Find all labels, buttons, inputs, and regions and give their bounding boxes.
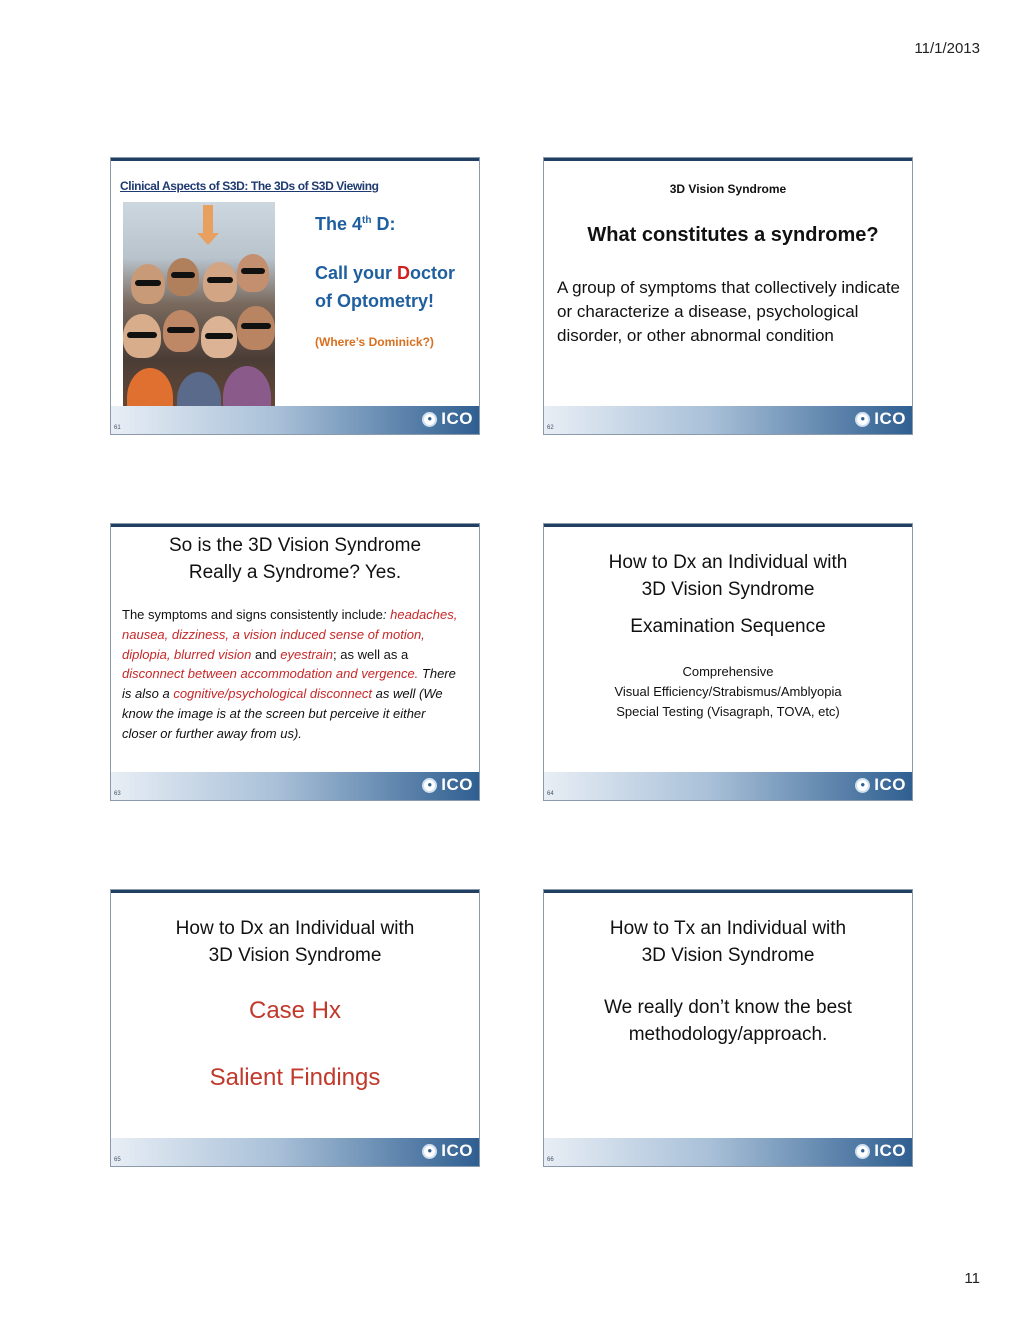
ico-seal-icon: ● [422,412,437,427]
body-as-well: ; as well as a [333,646,409,662]
call-red-d: D [397,263,411,283]
slide-number: 61 [114,425,121,431]
title-line-2: Really a Syndrome? Yes. [188,562,402,583]
title-line-2: 3D Vision Syndrome [641,579,815,600]
title-line-1: How to Tx an Individual with [609,918,847,939]
page-date: 11/1/2013 [914,40,980,57]
slide-subtitle: Examination Sequence [630,616,826,637]
body-colon: : [382,607,387,622]
symptom-eyestrain: eyestrain [280,646,334,662]
call-suffix: octor of Optometry! [315,263,456,311]
ico-logo [855,775,906,795]
slide-64 [543,523,913,801]
slide-number: 62 [547,425,554,431]
page-number: 11 [964,1270,980,1287]
title-line-2: 3D Vision Syndrome [641,945,815,966]
slide-title [111,915,479,969]
ico-logo [855,409,906,429]
ico-logo-text: ICO [441,1141,473,1160]
case-hx-text: Case Hx [248,997,342,1024]
slide-body [564,994,892,1048]
slide-footer [111,772,479,800]
down-arrow-icon [203,205,213,235]
slide-title [141,532,449,586]
ico-logo-text: ICO [874,1141,906,1160]
ico-logo [855,1141,906,1161]
slide-title [544,915,912,969]
list-item: Special Testing (Visagraph, TOVA, etc) [616,704,840,719]
ico-seal-icon: ● [855,778,870,793]
title-line-1: How to Dx an Individual with [175,918,415,939]
cognitive-disconnect: cognitive/psychological disconnect [173,686,373,702]
ico-logo-text: ICO [874,775,906,794]
slide-number: 64 [547,791,554,797]
ico-logo-text: ICO [874,409,906,428]
body-line-1: We really don’t know the best [604,997,852,1018]
slide-question: What constitutes a syndrome? [587,224,879,246]
ico-seal-icon: ● [422,1144,437,1159]
slide-63 [110,523,480,801]
fourth-d-heading [315,214,477,235]
ico-logo-text: ICO [441,775,473,794]
title-line-2: 3D Vision Syndrome [208,945,382,966]
slide-footer [544,772,912,800]
symptom-list: headaches, nausea, dizziness, a vision induced sense of motion, diplopia, blurred vision [122,607,458,662]
slide-62 [543,157,913,435]
slide-61-text [315,214,477,349]
list-item: Comprehensive [682,664,774,679]
call-prefix: Call your [315,263,398,283]
slide-number: 65 [114,1157,121,1163]
slide-title [544,549,912,603]
fourth-sup: th [362,215,372,226]
slide-number: 63 [114,791,121,797]
ico-logo [422,1141,473,1161]
slide-header: 3D Vision Syndrome [669,182,787,196]
title-line-1: How to Dx an Individual with [608,552,848,573]
slide-header: Clinical Aspects of S3D: The 3Ds of S3D Viewing [120,179,379,193]
fourth-prefix: The 4 [315,214,363,234]
ico-seal-icon: ● [855,1144,870,1159]
body-intro: The symptoms and signs consistently include [122,607,383,622]
call-doctor-text [315,259,477,315]
group-photo-3d-glasses [123,202,275,427]
body-tail: as well (We know the image is at the screen but perceive it either closer or further away from us). [122,686,443,741]
slide-footer [544,1138,912,1166]
ico-seal-icon: ● [422,778,437,793]
ico-seal-icon: ● [855,412,870,427]
where-dominick-text: (Where’s Dominick?) [315,335,434,349]
ico-logo-text: ICO [441,409,473,428]
slide-body [122,605,461,744]
slide-number: 66 [547,1157,554,1163]
body-and: and [251,646,281,662]
slide-66 [543,889,913,1167]
slide-footer [544,406,912,434]
ico-logo [422,775,473,795]
disconnect-accommodation: disconnect between accommodation and vergence. [122,666,419,682]
list-item: Visual Efficiency/Strabismus/Amblyopia [614,684,842,699]
exam-list [544,662,912,722]
slide-65 [110,889,480,1167]
body-line-2: methodology/approach. [628,1024,828,1045]
fourth-suffix: D: [371,214,396,234]
body-there-is: There is also a [122,666,456,702]
title-line-1: So is the 3D Vision Syndrome [168,535,422,556]
slide-61 [110,157,480,435]
slide-body: A group of symptoms that collectively indicate or characterize a disease, psychological disorder, or other abnormal condition [557,278,900,345]
slide-footer [111,406,479,434]
salient-findings-text: Salient Findings [209,1064,381,1091]
slide-footer [111,1138,479,1166]
ico-logo [422,409,473,429]
